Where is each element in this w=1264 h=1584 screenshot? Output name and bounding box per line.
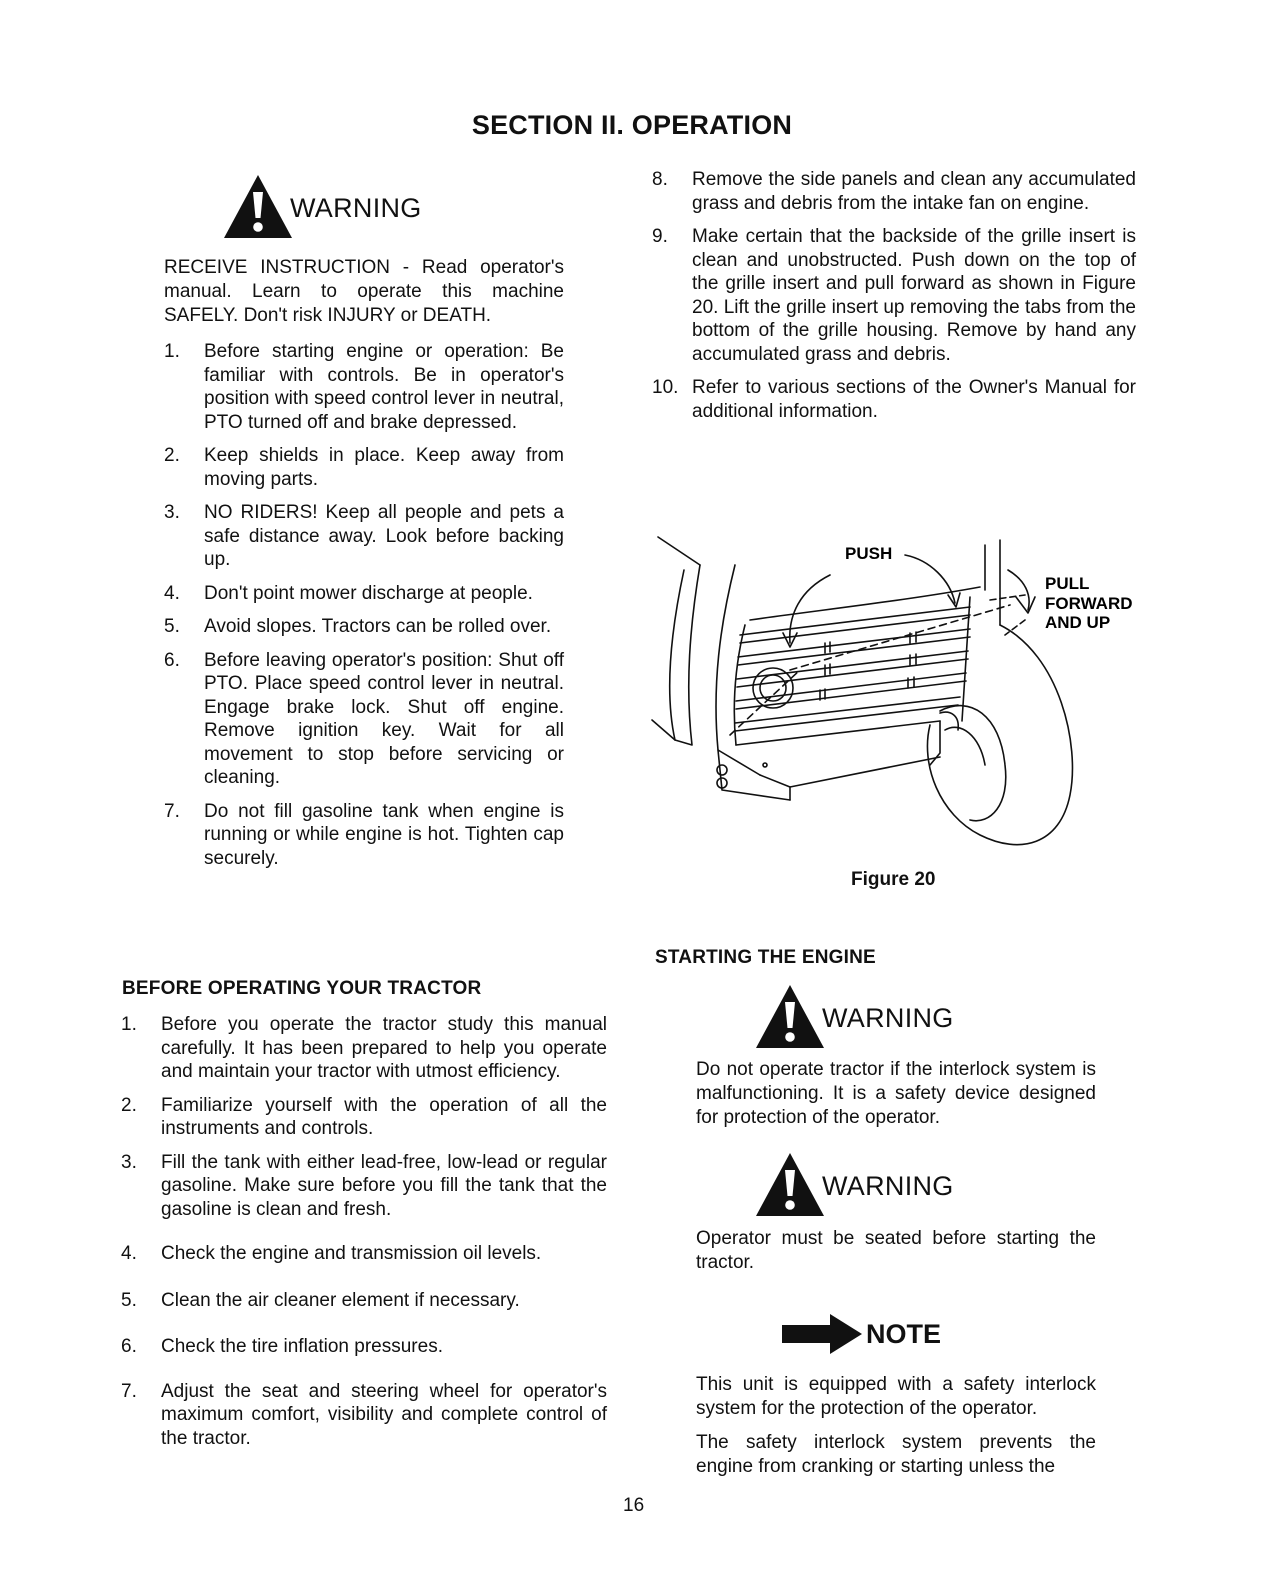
warning-header-starting-1 <box>754 982 954 1050</box>
list-item: 3. Fill the tank with either lead-free, low-lead or regular gasoline. Make sure before you fill the tank that the gasoline is clean and fresh. <box>121 1151 607 1220</box>
pull-label-line2: FORWARD <box>1045 594 1133 613</box>
pull-label-line1: PULL <box>1045 574 1090 593</box>
list-item: 10. Refer to various sections of the Owner's Manual for additional information. <box>652 377 1136 422</box>
note-text-2: The safety interlock system prevents the engine from cranking or starting unless the <box>696 1432 1096 1477</box>
warning-word: WARNING <box>822 1171 954 1201</box>
list-item: 6. Before leaving operator's position: Shut off PTO. Place speed control lever in neutral. Engage brake lock. Shut off engine. Remove ignition key. Wait for all movement to stop before servicing or cleaning. <box>164 649 564 788</box>
list-item: 4. Don't point mower discharge at people. <box>164 582 533 604</box>
figure-20-illustration <box>640 525 1133 855</box>
list-item: 1. Before starting engine or operation: Be familiar with controls. Be in operator's position with speed control lever in neutral, PTO turned off and brake depressed. <box>164 341 564 433</box>
page-number: 16 <box>623 1495 645 1516</box>
warning-text-interlock: Do not operate tractor if the interlock system is malfunctioning. It is a safety device designed for protection of the operator. <box>696 1059 1096 1128</box>
warning-triangle-icon <box>754 1150 826 1218</box>
warning-word: WARNING <box>290 193 422 223</box>
starting-heading: STARTING THE ENGINE <box>655 947 876 968</box>
list-item: 5. Clean the air cleaner element if necessary. <box>121 1289 520 1311</box>
warning-intro: RECEIVE INSTRUCTION - Read operator's manual. Learn to operate this machine SAFELY. Don't risk INJURY or DEATH. <box>164 257 564 326</box>
before-operating-heading: BEFORE OPERATING YOUR TRACTOR <box>122 978 482 999</box>
list-item: 1. Before you operate the tractor study this manual carefully. It has been prepared to help you operate and maintain your tractor with utmost efficiency. <box>121 1014 607 1082</box>
warning-word: WARNING <box>822 1003 954 1033</box>
note-header <box>780 1312 941 1356</box>
warning-triangle-icon <box>222 172 294 240</box>
warning-header-starting-2 <box>754 1150 954 1218</box>
push-label: PUSH <box>845 544 893 563</box>
before-operating-list <box>121 1013 607 1450</box>
list-item: 2. Familiarize yourself with the operation of all the instruments and controls. <box>121 1094 607 1139</box>
list-item: 2. Keep shields in place. Keep away from moving parts. <box>164 445 564 490</box>
arrow-right-icon <box>780 1312 864 1356</box>
list-item: 8. Remove the side panels and clean any accumulated grass and debris from the intake fan on engine. <box>652 169 1136 214</box>
list-item: 7. Adjust the seat and steering wheel for operator's maximum comfort, visibility and complete control of the tractor. <box>121 1380 607 1449</box>
operation-list-continued <box>652 168 1136 423</box>
list-item: 9. Make certain that the backside of the grille insert is clean and unobstructed. Push down on the top of the grille insert and pull forward as shown in Figure 20. Lift the grille insert up removing the tabs from the bottom of the grille housing. Remove by hand any accumulated grass and debris. <box>652 226 1136 365</box>
list-item: 5. Avoid slopes. Tractors can be rolled over. <box>164 616 552 637</box>
list-item: 3. NO RIDERS! Keep all people and pets a safe distance away. Look before backing up. <box>164 502 564 570</box>
page-title: SECTION II. OPERATION <box>471 110 793 140</box>
note-word: NOTE <box>866 1318 942 1349</box>
list-item: 7. Do not fill gasoline tank when engine is running or while engine is hot. Tighten cap securely. <box>164 800 564 869</box>
warning-header-left <box>222 172 422 240</box>
warning-list <box>164 340 564 870</box>
list-item: 4. Check the engine and transmission oil levels. <box>121 1243 542 1264</box>
figure-caption: Figure 20 <box>851 869 936 890</box>
warning-text-seated: Operator must be seated before starting the tractor. <box>696 1228 1096 1273</box>
note-text-1: This unit is equipped with a safety interlock system for the protection of the operator. <box>696 1374 1096 1419</box>
warning-triangle-icon <box>754 982 826 1050</box>
list-item: 6. Check the tire inflation pressures. <box>121 1336 443 1357</box>
pull-label-line3: AND UP <box>1045 613 1111 632</box>
